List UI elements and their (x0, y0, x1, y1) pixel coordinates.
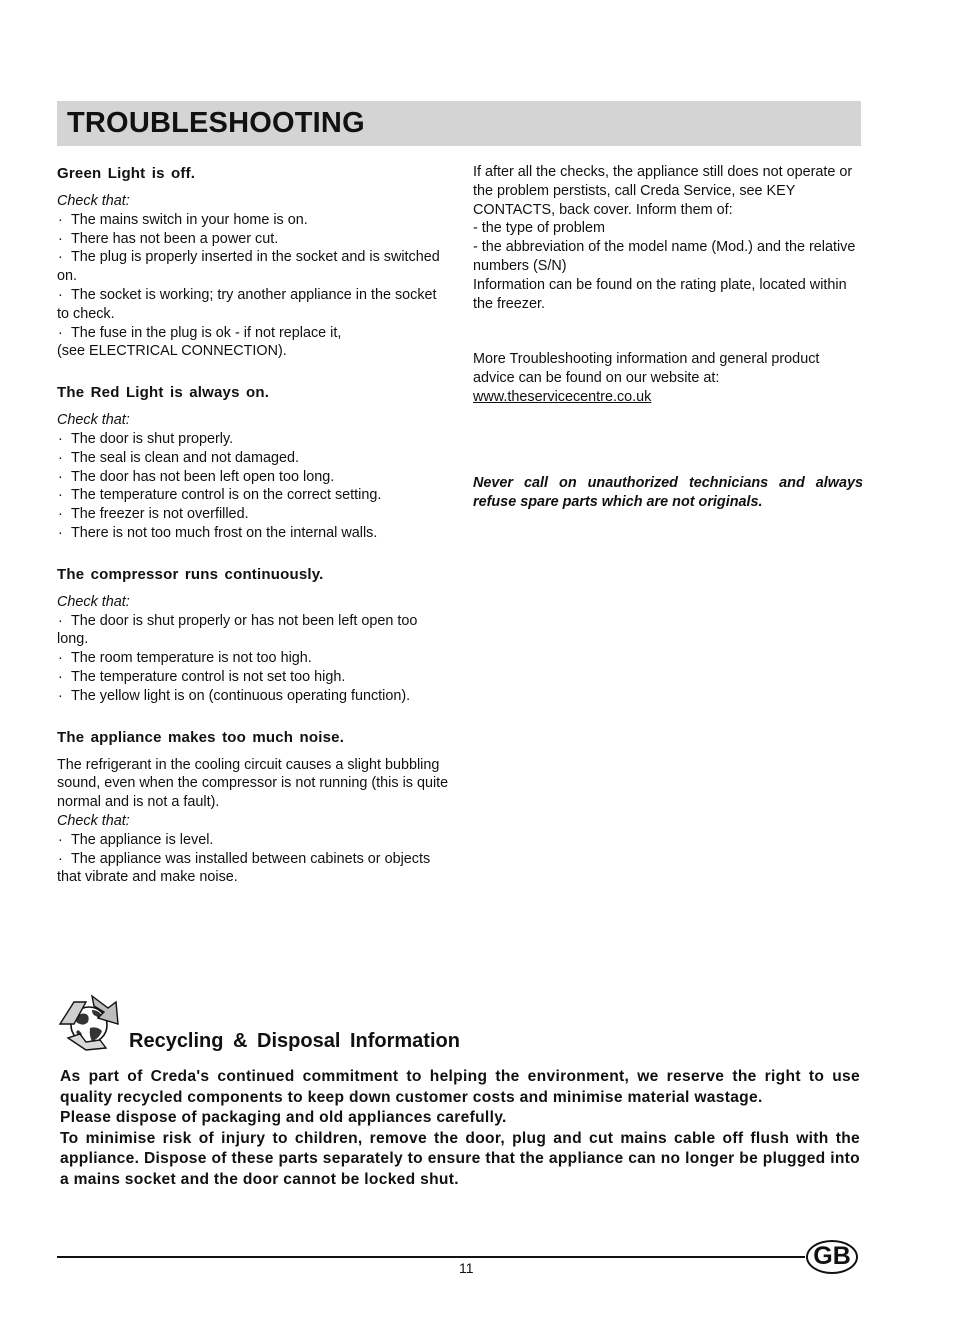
list-item: · The temperature control is not set too high. (57, 668, 449, 687)
more-info-text: More Troubleshooting information and general product advice can be found on our website at: (473, 351, 820, 387)
list-item: · The freezer is not overfilled. (57, 505, 449, 524)
check-label: Check that: (57, 193, 130, 209)
info-line: - the type of problem (473, 220, 605, 237)
check-label: Check that: (57, 812, 130, 829)
list-item: · The plug is properly inserted in the socket and is switched on. (57, 248, 449, 286)
noise-explanation: The refrigerant in the cooling circuit causes a slight bubbling sound, even when the compressor is not running (this is quite normal and is not a fault). (57, 756, 449, 811)
list-item: · The room temperature is not too high. (57, 649, 449, 668)
check-list (57, 831, 449, 887)
check-label: Check that: (57, 412, 130, 429)
country-badge: GB (806, 1240, 858, 1274)
page-title: TROUBLESHOOTING (67, 107, 365, 139)
recycling-paragraph: As part of Creda's continued commitment to helping the environment, we reserve the right to use quality recycled components to keep down customer costs and minimise material wastage. (60, 1068, 860, 1106)
section-title: The compressor runs continuously. (57, 565, 324, 583)
list-item: · The temperature control is on the correct setting. (57, 486, 449, 505)
list-item: · There is not too much frost on the internal walls. (57, 524, 449, 543)
list-item: · There has not been a power cut. (57, 230, 449, 249)
cross-reference-note: (see ELECTRICAL CONNECTION). (57, 343, 287, 360)
recycling-paragraph: To minimise risk of injury to children, remove the door, plug and cut mains cable off flush with the appliance. Dispose of these parts separately to ensure that the appliance can no longer be plugged into a mains socket and the door cannot be locked shut. (60, 1129, 860, 1188)
website-link[interactable]: www.theservicecentre.co.uk (473, 388, 652, 405)
section-noise (57, 728, 449, 888)
list-item: · The fuse in the plug is ok - if not replace it, (57, 324, 449, 343)
section-red-light (57, 383, 449, 543)
footer-divider (57, 1256, 805, 1258)
section-title: Green Light is off. (57, 165, 196, 182)
right-column (473, 163, 863, 511)
list-item: · The mains switch in your home is on. (57, 211, 449, 230)
info-line: Information can be found on the rating plate, located within the freezer. (473, 276, 847, 312)
check-label: Check that: (57, 593, 130, 610)
service-instructions: If after all the checks, the appliance still does not operate or the problem perstists, call Creda Service, see KEY CONTACTS, back cover. Inform them of: (473, 164, 853, 218)
warning-note: Never call on unauthorized technicians and always refuse spare parts which are not originals. (473, 474, 863, 510)
info-line: - the abbreviation of the model name (Mod.) and the relative numbers (S/N) (473, 239, 856, 274)
recycling-paragraph: Please dispose of packaging and old appliances carefully. (60, 1109, 507, 1127)
list-item: · The seal is clean and not damaged. (57, 449, 449, 468)
recycling-title: Recycling & Disposal Information (129, 1030, 460, 1052)
list-item: · The door is shut properly. (57, 430, 449, 449)
list-item: · The door has not been left open too long. (57, 468, 449, 487)
left-column (57, 163, 449, 909)
section-title: The Red Light is always on. (57, 384, 270, 402)
section-green-light (57, 164, 449, 361)
check-list (57, 612, 449, 706)
recycling-globe-icon (56, 994, 122, 1054)
section-compressor (57, 565, 449, 706)
list-item: · The appliance was installed between cabinets or objects that vibrate and make noise. (57, 850, 449, 888)
list-item: · The yellow light is on (continuous operating function). (57, 687, 449, 706)
check-list (57, 430, 449, 543)
list-item: · The door is shut properly or has not been left open too long. (57, 612, 449, 650)
page-number: 11 (459, 1260, 474, 1276)
section-title: The appliance makes too much noise. (57, 728, 345, 746)
check-list (57, 211, 449, 343)
recycling-text (60, 1067, 860, 1191)
list-item: · The socket is working; try another appliance in the socket to check. (57, 286, 449, 324)
list-item: · The appliance is level. (57, 831, 449, 850)
page-title-bar (57, 101, 861, 146)
